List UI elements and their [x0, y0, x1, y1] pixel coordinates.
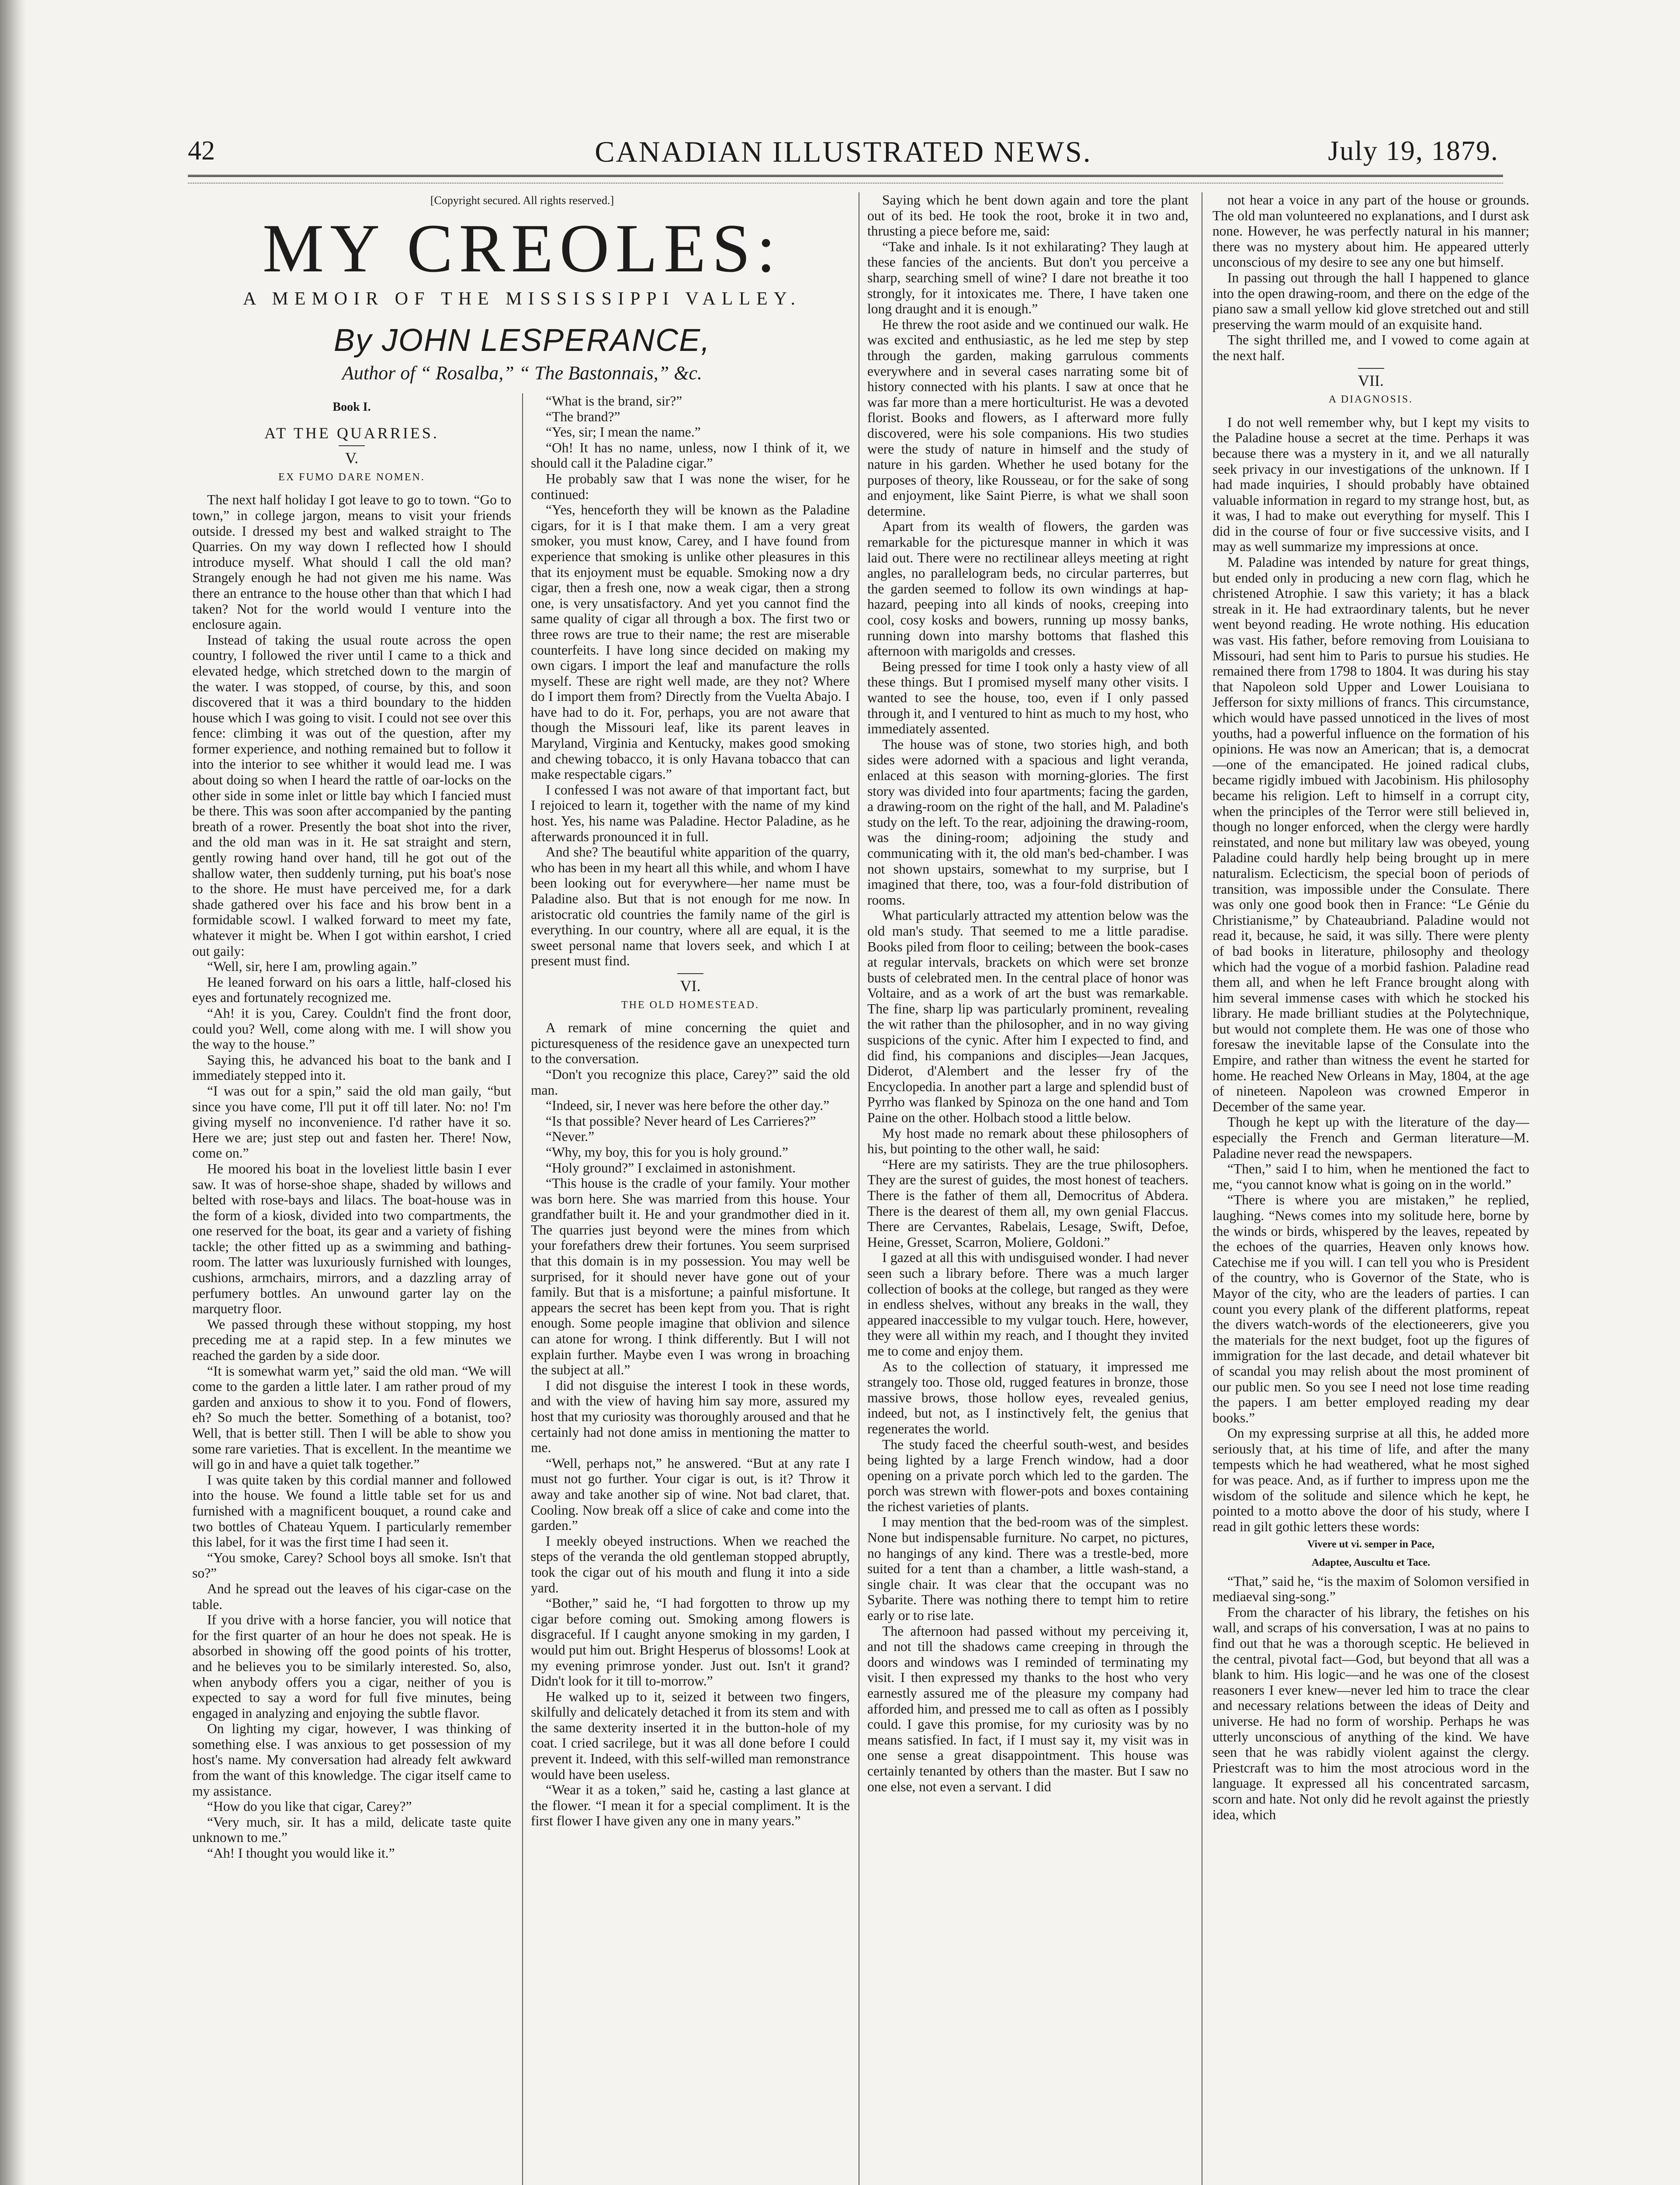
paragraph: “What is the brand, sir?” [546, 393, 682, 409]
part-heading: AT THE QUARRIES. [264, 424, 439, 442]
paragraph: “Very much, sir. It has a mild, delicate taste quite unknown to me.” [192, 1814, 511, 1845]
paragraph: As to the collection of statuary, it impressed me strangely too. Those old, rugged features in bronze, those massive brows, those hollow eyes, revealed genius, indeed, but not, as I instinctively felt, the genius that regenerates the world. [867, 1359, 1188, 1436]
book-heading: Book I. [333, 400, 371, 414]
paragraph: And he spread out the leaves of his cigar-case on the table. [192, 1581, 511, 1612]
column-1 [192, 393, 511, 2185]
paragraph: “Why, my boy, this for you is holy ground.” [546, 1144, 788, 1160]
author-credits: Author of “ Rosalba,” “ The Bastonnais,” &c. [342, 362, 702, 384]
paragraph: “Is that possible? Never heard of Les Carrieres?” [546, 1113, 816, 1129]
paragraph: “You smoke, Carey? School boys all smoke. Isn't that so?” [192, 1550, 511, 1581]
paragraph: “Never.” [546, 1129, 595, 1145]
motto-line: Adaptee, Auscultu et Tace. [1311, 1557, 1431, 1569]
paragraph: The next half holiday I got leave to go to town. “Go to town,” in college jargon, means to visit your friends outside. I dressed my best and walked straight to The Quarries. On my way down I reflected how I should introduce myself. What should I call the old man? Strangely enough he had not given me his name. Was there an entrance to the house other than that which I had taken? Not for the world would I venture into the enclosure again. [192, 492, 511, 632]
header-dotted-rule [188, 183, 1503, 184]
paragraph: “How do you like that cigar, Carey?” [207, 1799, 412, 1814]
paragraph: A remark of mine concerning the quiet and picturesqueness of the residence gave an unexpected turn to the conversation. [531, 1020, 850, 1067]
paragraph: Though he kept up with the literature of the day—especially the French and German literature—M. Paladine never read the newspapers. [1212, 1114, 1529, 1161]
paragraph: “Indeed, sir, I never was here before the other day.” [546, 1098, 830, 1113]
paragraph: “Then,” said I to him, when he mentioned the fact to me, “you cannot know what is going on in the world.” [1212, 1161, 1529, 1192]
paragraph: I did not disguise the interest I took in these words, and with the view of having him say more, assured my host that my curiosity was thoroughly aroused and that he certainly had not done amiss in mentioning the matter to me. [531, 1377, 850, 1456]
column-2 [531, 393, 850, 2185]
paragraph: “Yes, henceforth they will be known as the Paladine cigars, for it is I that make them. I am a very great smoker, you must know, Carey, and I have found from experience that smoking is unlike other pleasures in this that its enjoyment must be equable. Smoking now a dry cigar, then a fresh one, now a weak cigar, then a strong one, is very unsatisfactory. And yet you cannot find the same quality of cigar all through a box. The first two or three rows are true to their name; the rest are miserable counterfeits. I have long since decided on making my own cigars. I import the leaf and manufacture the rolls myself. These are right well made, are they not? Where do I import them from? Directly from the Vuelta Abajo. I have had to do it. For, perhaps, you are not aware that though the Missouri leaf, like its parent leaves in Maryland, Virginia and Kentucky, makes good smoking and chewing tobacco, it is only Havana tobacco that can make respectable cigars.” [531, 502, 850, 782]
paragraph: “The brand?” [546, 409, 620, 424]
paper-name: CANADIAN ILLUSTRATED NEWS. [595, 135, 1092, 168]
paragraph: I gazed at all this with undisguised wonder. I had never seen such a library before. There was a much larger collection of books at the college, but ranged as they were in endless shelves, without any breaks in the wall, they appeared inaccessible to my vulgar touch. Here, however, they were all within my reach, and I thought they invited me to come and enjoy them. [867, 1250, 1188, 1359]
story-subtitle: A MEMOIR OF THE MISSISSIPPI VALLEY. [242, 289, 802, 309]
paragraph: I was quite taken by this cordial manner and followed into the house. We found a little table set for us and furnished with a magnificent bouquet, a round cake and two bottles of Chateau Yquem. I particularly remember this label, for it was the first time I had seen it. [192, 1472, 511, 1550]
chapter-title: EX FUMO DARE NOMEN. [278, 471, 425, 483]
paragraph: The study faced the cheerful south-west, and besides being lighted by a large French window, had a door opening on a private porch which led to the garden. The porch was strewn with flower-pots and boxes containing the richest varieties of plants. [867, 1436, 1188, 1514]
issue-date: July 19, 1879. [1328, 135, 1499, 166]
paragraph: “It is somewhat warm yet,” said the old man. “We will come to the garden a little later. I am rather proud of my garden and anxious to show it to you. Fond of flowers, eh? So much the better. Something of a botanist, too? Well, that is better still. Then I will be able to show you some rare varieties. That is excellent. In the meantime we will go in and have a quiet talk together.” [192, 1363, 511, 1472]
chapter-title: A DIAGNOSIS. [1328, 394, 1413, 406]
paragraph: “Yes, sir; I mean the name.” [546, 424, 701, 440]
paragraph: From the character of his library, the fetishes on his wall, and scraps of his conversation, I was at no pains to find out that he was a thorough sceptic. He believed in the central, pivotal fact—God, but beyond that all was a blank to him. His logic—and he was one of the closest reasoners I ever knew—never led him to trace the clear and necessary relations between the ideas of Deity and universe. He had no form of worship. Perhaps he was utterly unconscious of anything of the kind. We have seen that he was rabidly violent against the clergy. Priestcraft was to him the most atrocious word in the language. It expressed all his concentrated sarcasm, scorn and hate. Not only did he revolt against the priestly idea, which [1212, 1604, 1529, 1822]
paragraph: “There is where you are mistaken,” he replied, laughing. “News comes into my solitude here, borne by the winds or birds, whispered by the leaves, repeated by the echoes of the quarries, Heaven only knows how. Catechise me if you will. I can tell you who is President of the country, who is Governor of the State, who is Mayor of the city, who are the leaders of parties. I can count you every plank of the different platforms, repeat the divers watch-words of the electioneerers, give you the materials for the next budget, foot up the figures of immigration for the last decade, and detail whatever bit of scandal you may relish about the most prominent of our public men. So you see I need not lose time reading the papers. I am better employed reading my dear books.” [1212, 1192, 1529, 1425]
paragraph: “Well, perhaps not,” he answered. “But at any rate I must not go further. Your cigar is out, is it? Throw it away and take another sip of wine. Not bad claret, that. Cooling. Now break off a slice of cake and come into the garden.” [531, 1455, 850, 1533]
column-4 [1212, 192, 1529, 2185]
paragraph: M. Paladine was intended by nature for great things, but ended only in producing a new corn flag, which he christened Atrophie. I saw this variety; it has a black streak in it. He had extraordinary talents, but he never went beyond reading. He wrote nothing. His education was vast. His father, before removing from Louisiana to Missouri, had sent him to Paris to pursue his studies. He remained there from 1798 to 1804. It was during his stay that Napoleon sold Upper and Lower Louisiana to Jefferson for sixty millions of francs. This circumstance, which would have passed unnoticed in the lives of most youths, had a powerful influence on the formation of his opinions. He was now an American; that is, a democrat—one of the emancipated. He joined radical clubs, became rigidly imbued with Jacobinism. His philosophy became his religion. Left to himself in a corrupt city, when the principles of the Terror were still believed in, though no longer enforced, when the clergy were hardly reinstated, and none but military law was obeyed, young Paladine could hardly help being brought up in mere naturalism. Eclecticism, the special boon of periods of transition, was impossible under the Consulate. There was only one good book then in France: “Le Génie du Christianisme,” by Chateaubriand. Paladine would not read it, because, he said, it was silly. There were plenty of bad books in literature, philosophy and theology which had the vogue of a morbid fashion. Paladine read them all, and when he left France brought along with him several immense cases with which he stocked his library. He made brilliant studies at the Polytechnique, but would not complete them. He was one of those who foresaw the inevitable lapse of the Consulate into the Empire, and rather than witness the event he started for home. He reached New Orleans in May, 1804, at the age of nineteen. Napoleon was crowned Emperor in December of the same year. [1212, 555, 1529, 1114]
paragraph: He threw the root aside and we continued our walk. He was excited and enthusiastic, as he led me step by step through the garden, making garrulous comments everywhere and in several cases narrating some bit of history connected with his plants. I saw at once that he was far more than a mere horticulturist. He was a devoted florist. Books and flowers, as I afterward more fully discovered, were his sole companions. His two studies were the study of nature in himself and the study of nature in his garden. Whether he used botany for the purposes of theory, like Rousseau, or for the sake of song and enjoyment, like Saint Pierre, is what we shall soon determine. [867, 316, 1188, 519]
paragraph: I do not well remember why, but I kept my visits to the Paladine house a secret at the time. Perhaps it was because there was a mystery in it, and we all naturally seek privacy in our investigations of the unknown. If I had made inquiries, I should probably have obtained valuable information in regard to my strange host, but, as it was, I had to make out everything for myself. This I did in the course of four or five successive visits, and I may as well summarize my impressions at once. [1212, 414, 1529, 555]
paragraph: He moored his boat in the loveliest little basin I ever saw. It was of horse-shoe shape, shaded by willows and belted with rose-bays and lilacs. The boat-house was in the form of a kiosk, divided into two compartments, the one reserved for the boat, its gear and a variety of fishing tackle; the other fitted up as a swimming and bathing-room. The latter was luxuriously furnished with lounges, cushions, armchairs, mirrors, and a dazzling array of perfumery bottles. An unwound garter lay on the marquetry floor. [192, 1161, 511, 1317]
paragraph: Saying which he bent down again and tore the plant out of its bed. He took the root, broke it in two and, thrusting a piece before me, said: [867, 192, 1188, 239]
motto-line: Vivere ut vi. semper in Pace, [1307, 1539, 1434, 1550]
paragraph: not hear a voice in any part of the house or grounds. The old man volunteered no explanations, and I durst ask none. However, he was perfectly natural in his manner; there was no mystery about him. He appeared utterly unconscious of my desire to see any one but himself. [1212, 192, 1529, 270]
column-3 [867, 192, 1188, 2185]
page-number: 42 [188, 136, 215, 166]
paragraph: “Oh! It has no name, unless, now I think of it, we should call it the Paladine cigar.” [531, 440, 850, 471]
paragraph: “Here are my satirists. They are the true philosophers. They are the surest of guides, the most honest of teachers. There is the father of them all, Democritus of Abdera. There is the dearest of them all, my own genial Flaccus. There are Cervantes, Rabelais, Lesage, Swift, Defoe, Heine, Gresset, Scarron, Moliere, Goldoni.” [867, 1156, 1188, 1250]
paragraph: The sight thrilled me, and I vowed to come again at the next half. [1212, 332, 1529, 363]
paragraph: Being pressed for time I took only a hasty view of all these things. But I promised myself many other visits. I wanted to see the house, too, even if I only passed through it, and I ventured to hint as much to my host, who immediately assented. [867, 659, 1188, 737]
chapter-number: VII. [1358, 371, 1384, 389]
column-rule [522, 393, 523, 2185]
paragraph: “Holy ground?” I exclaimed in astonishment. [546, 1160, 796, 1176]
story-title: MY CREOLES: [262, 210, 782, 287]
paragraph: If you drive with a horse fancier, you will notice that for the first quarter of an hour he does not speak. He is absorbed in showing off the good points of his trotter, and he believes you to be similarly interested. So, also, when anybody offers you a cigar, neither of you is expected to say a word for full five minutes, being engaged in analyzing and enjoying the subtle flavor. [192, 1612, 511, 1721]
chapter-number: V. [345, 449, 359, 467]
paragraph: He leaned forward on his oars a little, half-closed his eyes and fortunately recognized me. [192, 974, 511, 1006]
paragraph: The afternoon had passed without my perceiving it, and not till the shadows came creeping in through the doors and windows was I reminded of terminating my visit. I then expressed my thanks to the host who very earnestly assured me of the pleasure my company had afforded him, and pressed me to call as often as I possibly could. I gave this promise, for my curiosity was by no means satisfied. In fact, if I must say it, my visit was in one sense a great disappointment. This house was certainly tenanted by others than the master. But I saw no one else, not even a servant. I did [867, 1623, 1188, 1794]
paragraph: Saying this, he advanced his boat to the bank and I immediately stepped into it. [192, 1052, 511, 1083]
chapter-number: VI. [680, 977, 701, 995]
header-rule [188, 175, 1503, 177]
paragraph: What particularly attracted my attention below was the old man's study. That seemed to me a little paradise. Books piled from floor to ceiling; between the book-cases at regular intervals, brackets on which were set bronze busts of celebrated men. In the central place of honor was Voltaire, and as a work of art the bust was remarkable. The fine, sharp lip was particularly prominent, revealing the wit rather than the philosopher, and in no way giving suspicions of the cynic. After him I expected to find, and did find, his companions and disciples—Jean Jacques, Diderot, d'Alembert and the lesser fry of the Encyclopedia. In another part a large and splendid bust of Pyrrho was flanked by Spinoza on the one hand and Tom Paine on the other. Holbach stood a little below. [867, 908, 1188, 1126]
binding-shadow [0, 0, 26, 2185]
paragraph: “That,” said he, “is the maxim of Solomon versified in mediaeval sing-song.” [1212, 1573, 1529, 1605]
paragraph: We passed through these without stopping, my host preceding me at a rapid step. In a few minutes we reached the garden by a side door. [192, 1316, 511, 1363]
divider [339, 445, 365, 446]
chapter-title: THE OLD HOMESTEAD. [621, 999, 759, 1011]
paragraph: “Take and inhale. Is it not exhilarating? They laugh at these fancies of the ancients. But don't you perceive a sharp, searching smell of wine? I dare not breathe it too strongly, for it intoxicates me. There, I have taken one long draught and it is enough.” [867, 239, 1188, 317]
divider [677, 973, 703, 974]
paragraph: I may mention that the bed-room was of the simplest. None but indispensable furniture. No carpet, no pictures, no hangings of any kind. There was a trestle-bed, more suited for a tent than a chamber, a little wash-stand, a single chair. It was clear that the occupant was no Sybarite. There was nothing there to tempt him to retire early or to rise late. [867, 1514, 1188, 1623]
paragraph: “Don't you recognize this place, Carey?” said the old man. [531, 1066, 850, 1098]
paragraph: “Well, sir, here I am, prowling again.” [207, 959, 417, 975]
paragraph: Instead of taking the usual route across the open country, I followed the river until I came to a thick and elevated hedge, which stretched down to the margin of the water. I was stopped, of course, by this, and soon discovered that it was a third boundary to the hidden house which I was going to visit. I could not see over this fence: climbing it was out of the question, after my former experience, and nothing remained but to follow it into the interior to see whither it would lead me. I was about doing so when I heard the rattle of oar-locks on the other side in some inlet or little bay which I fancied must be there. This was soon after accompanied by the panting breath of a rower. Presently the boat shot into the river, and the old man was in it. He sat straight and stern, gently rowing hand over hand, till he got out of the shallow water, then suddenly turning, put his boat's nose to the shore. He must have perceived me, for a dark shade gathered over his face and his brow bent in a formidable scowl. I walked forward to meet my fate, whatever it might be. When I got within earshot, I cried out gaily: [192, 632, 511, 959]
story-title-block [192, 192, 852, 389]
paragraph: “Wear it as a token,” said he, casting a last glance at the flower. “I mean it for a special compliment. It is the first flower I have given any one in many years.” [531, 1782, 850, 1829]
paragraph: “This house is the cradle of your family. Your mother was born here. She was married from this house. Your grandfather built it. He and your grandmother died in it. The quarries just beyond were the mines from which your forefathers drew their fortunes. You seem surprised that this domain is in my possession. You may well be surprised, for it should never have gone out of your family. But that is a misfortune; a painful misfortune. It appears the secret has been kept from you. That is right enough. Some people imagine that oblivion and silence can atone for wrong. I think differently. But I will not explain further. Maybe even I was wrong in broaching the subject at all.” [531, 1176, 850, 1378]
paragraph: “I was out for a spin,” said the old man gaily, “but since you have come, I'll put it off till later. No: no! I'm giving myself no inconvenience. I'd rather have it so. Here we are; just step out and fasten her. There! Now, come on.” [192, 1083, 511, 1161]
paragraph: And she? The beautiful white apparition of the quarry, who has been in my heart all this while, and whom I have been looking out for everywhere—her name must be Paladine also. But that is not enough for me now. In aristocratic old countries the family name of the girl is everything. In our country, where all are equal, it is the sweet personal name that lovers seek, and which I at present must find. [531, 844, 850, 969]
paragraph: He walked up to it, seized it between two fingers, skilfully and delicately detached it from its stem and with the same dexterity inserted it in the button-hole of my coat. I cried sacrilege, but it was all done before I could prevent it. Indeed, with this self-willed man remonstrance would have been useless. [531, 1689, 850, 1782]
masthead [188, 131, 1499, 179]
paragraph: “Ah! I thought you would like it.” [207, 1845, 395, 1861]
paragraph: I meekly obeyed instructions. When we reached the steps of the veranda the old gentleman stopped abruptly, took the cigar out of his mouth and flung it into a side yard. [531, 1533, 850, 1595]
paragraph: He probably saw that I was none the wiser, for he continued: [531, 471, 850, 502]
copyright-notice: [Copyright secured. All rights reserved.] [430, 194, 614, 207]
paragraph: In passing out through the hall I happened to glance into the open drawing-room, and there on the edge of the piano saw a small yellow kid glove stretched out and still preserving the warm mould of an exquisite hand. [1212, 270, 1529, 332]
divider [1358, 368, 1384, 369]
paragraph: The house was of stone, two stories high, and both sides were adorned with a spacious and light veranda, enlaced at this season with morning-glories. The first story was divided into four apartments; facing the garden, a drawing-room on the right of the hall, and M. Paladine's study on the left. To the rear, adjoining the drawing-room, was the dining-room; adjoining the study and communicating with it, the old man's bed-chamber. I was not shown upstairs, somewhat to my surprise, but I imagined that there, too, was a four-fold distribution of rooms. [867, 736, 1188, 908]
paragraph: On my expressing surprise at all this, he added more seriously that, at his time of life, and after the many tempests which he had weathered, what he most sighed for was peace. And, as if further to impress upon me the wisdom of the solitude and silence which he kept, he pointed to a motto above the door of his study, where I read in gilt gothic letters these words: [1212, 1425, 1529, 1534]
paragraph: “Ah! it is you, Carey. Couldn't find the front door, could you? Well, come along with me. I will show you the way to the house.” [192, 1005, 511, 1052]
paragraph: On lighting my cigar, however, I was thinking of something else. I was anxious to get possession of my host's name. My conversation had already felt awkward from the want of this knowledge. The cigar itself came to my assistance. [192, 1721, 511, 1799]
paragraph: My host made no remark about these philosophers of his, but pointing to the other wall, he said: [867, 1125, 1188, 1157]
paragraph: “Bother,” said he, “I had forgotten to throw up my cigar before coming out. Smoking among flowers is disgraceful. If I caught anyone smoking in my garden, I would put him out. Bright Hesperus of blossoms! Look at my evening primrose yonder. Just out. Isn't it grand? Didn't look for it till to-morrow.” [531, 1595, 850, 1689]
byline: By JOHN LESPERANCE, [333, 323, 711, 358]
paragraph: Apart from its wealth of flowers, the garden was remarkable for the picturesque manner in which it was laid out. There were no rectilinear alleys meeting at right angles, no parallelogram beds, no circular parterres, but the garden seemed to follow its own windings at hap-hazard, peeping into all kinds of nooks, creeping into cool, cosy kosks and bowers, running up mossy banks, running down into marshy bottoms that flashed this afternoon with marigolds and cresses. [867, 519, 1188, 659]
paragraph: I confessed I was not aware of that important fact, but I rejoiced to learn it, together with the name of my kind host. Yes, his name was Paladine. Hector Paladine, as he afterwards pronounced it in full. [531, 782, 850, 844]
